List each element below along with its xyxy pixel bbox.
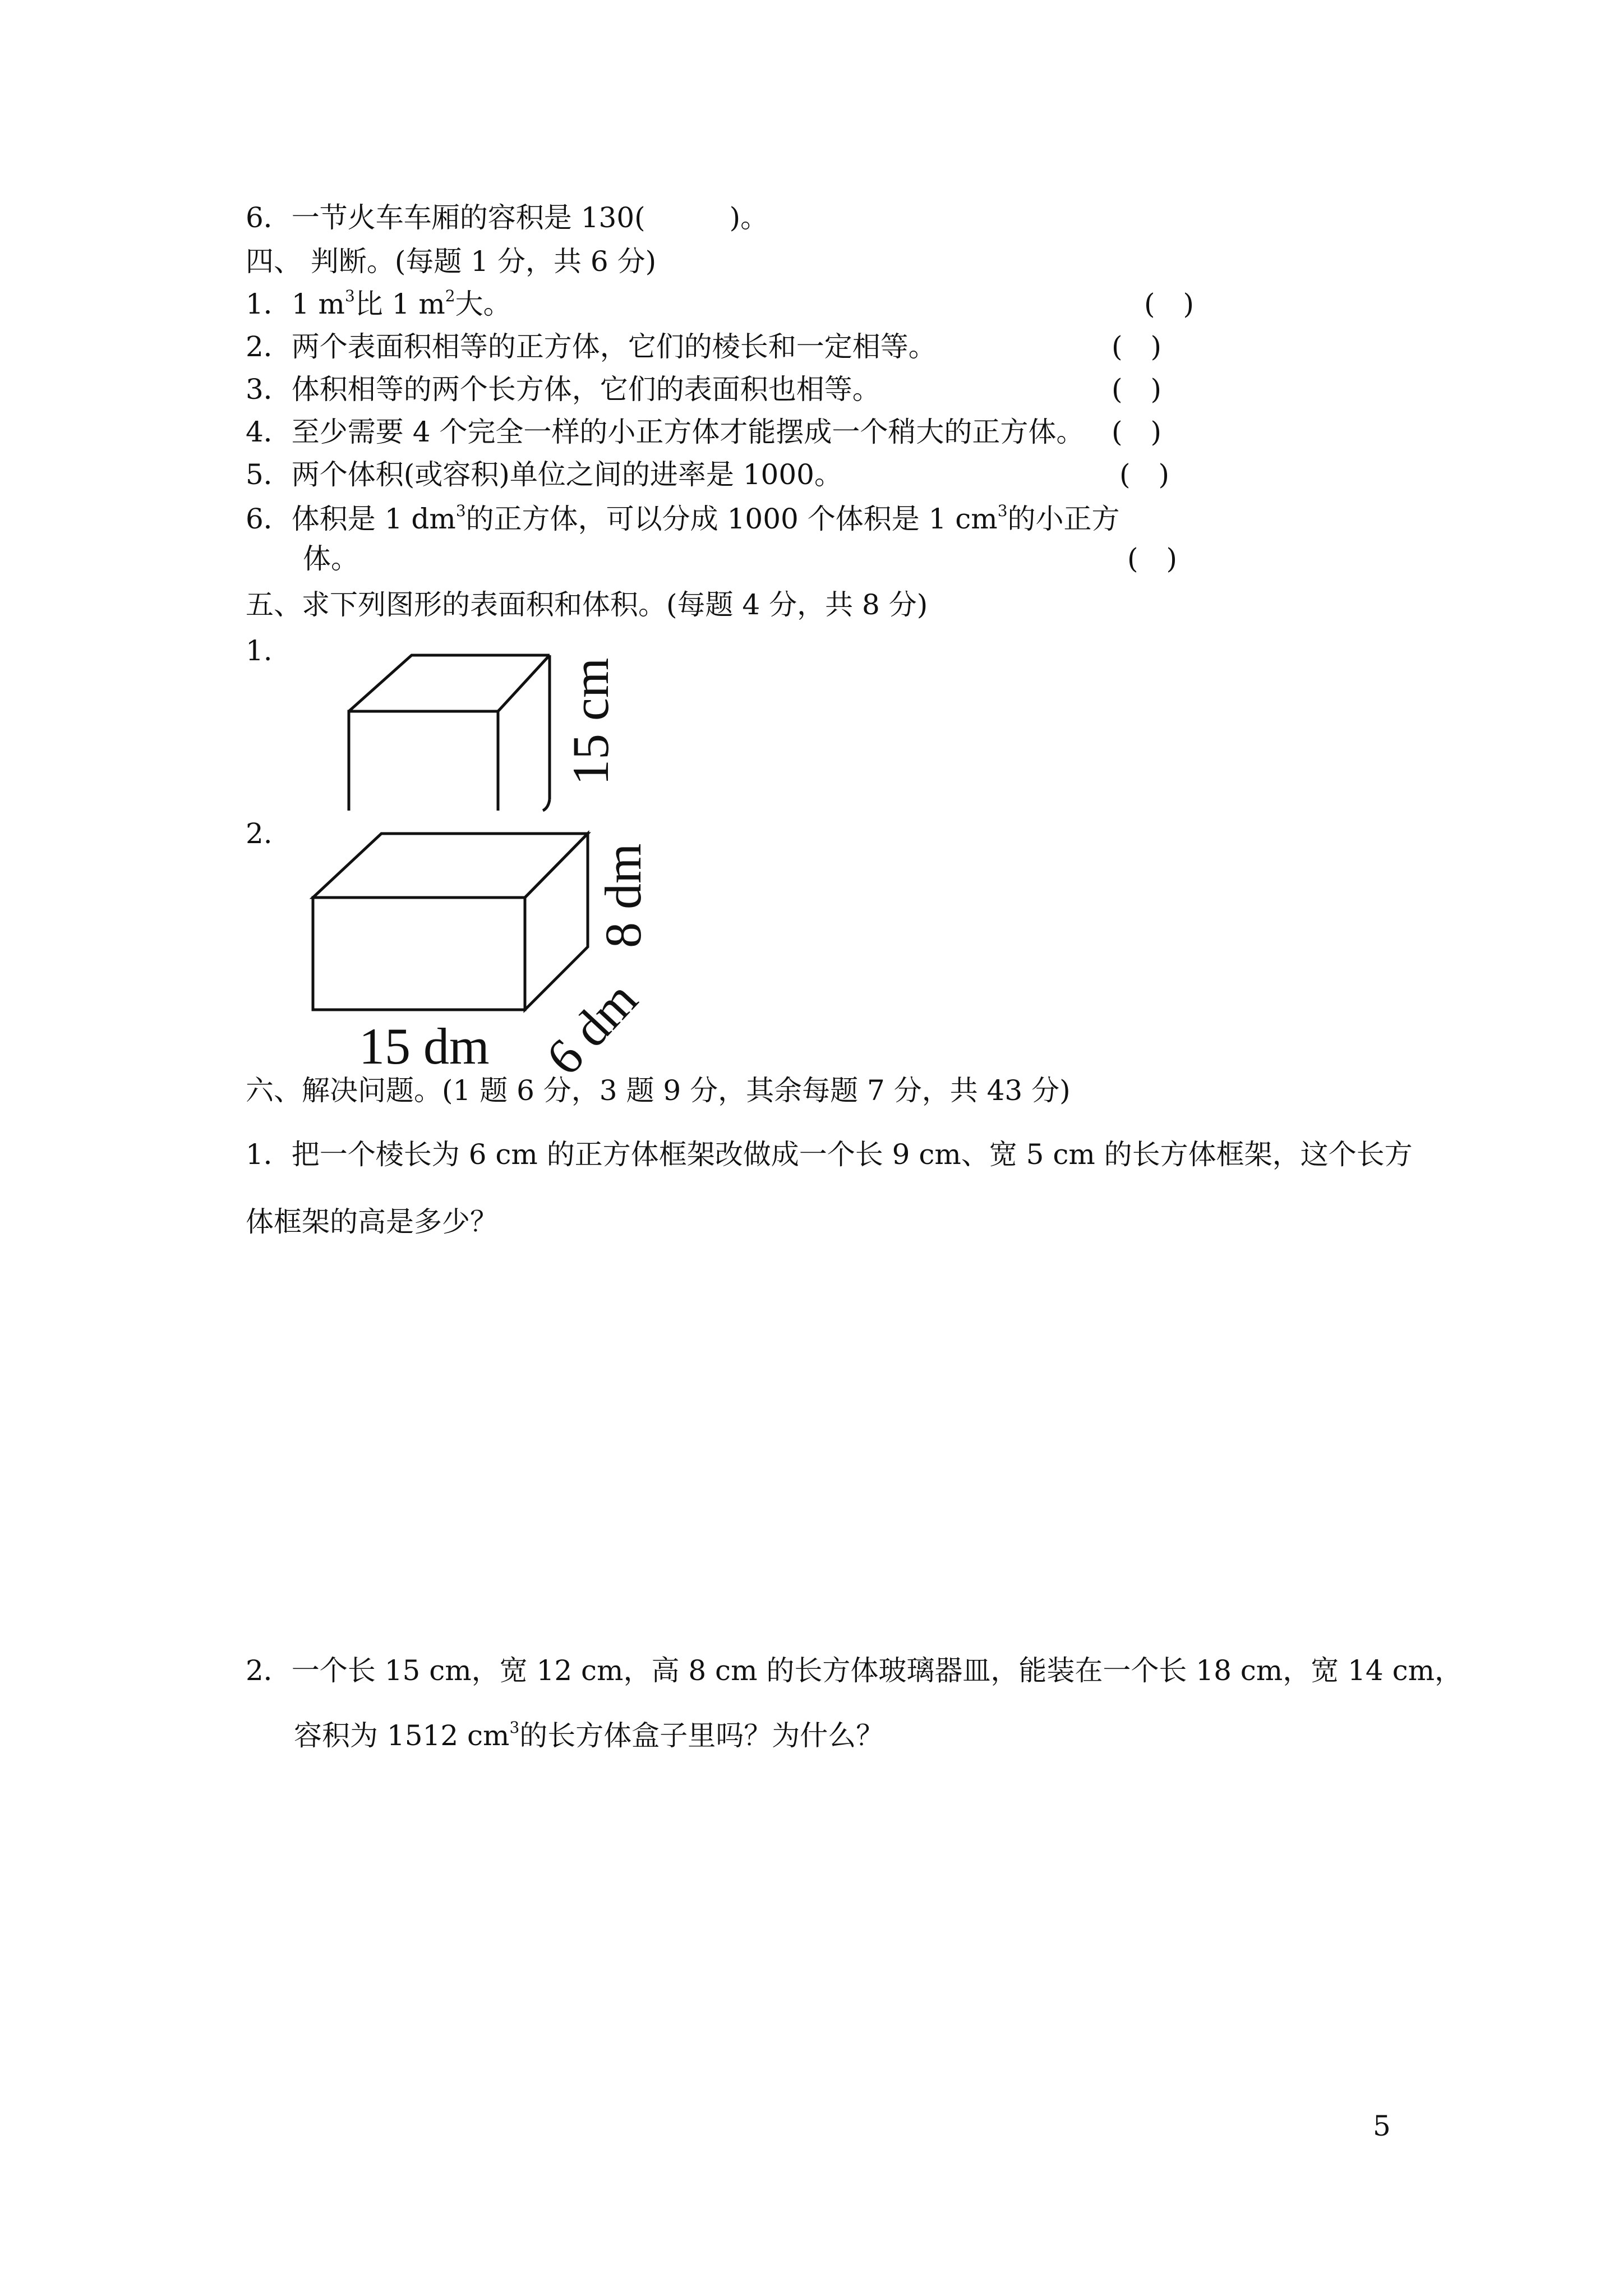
cube-figure bbox=[349, 655, 550, 811]
cuboid-top-face bbox=[313, 834, 588, 898]
judge-item-5: 5．两个体积(或容积)单位之间的进率是 1000。 bbox=[246, 458, 842, 491]
problem-1-line-1: 1．把一个棱长为 6 cm 的正方体框架改做成一个长 9 cm、宽 5 cm 的长方体框架，这个长方 bbox=[246, 1138, 1413, 1171]
judge-item-3: 3．体积相等的两个长方体，它们的表面积也相等。 bbox=[246, 373, 880, 406]
answer-paren[interactable]: ( ) bbox=[1144, 288, 1195, 320]
cuboid-front-face bbox=[313, 898, 525, 1010]
cube-edge-label: 15 cm bbox=[562, 657, 619, 785]
problem-2-line-1: 2．一个长 15 cm，宽 12 cm，高 8 cm 的长方体玻璃器皿，能装在一个长 18 cm，宽 14 cm， bbox=[246, 1654, 1463, 1687]
section-5-heading: 五、求下列图形的表面积和体积。(每题 4 分，共 8 分) bbox=[246, 588, 928, 621]
answer-paren[interactable]: ( ) bbox=[1112, 330, 1162, 363]
answer-paren[interactable]: ( ) bbox=[1127, 542, 1178, 575]
cuboid-side-face bbox=[525, 834, 588, 1010]
page-number: 5 bbox=[1373, 2110, 1391, 2142]
judge-item-2: 2．两个表面积相等的正方体，它们的棱长和一定相等。 bbox=[246, 330, 937, 363]
cube-front-face bbox=[349, 711, 498, 811]
figure-2-number: 2. bbox=[246, 817, 273, 850]
section-6-heading: 六、解决问题。(1 题 6 分，3 题 9 分，其余每题 7 分，共 43 分) bbox=[246, 1074, 1071, 1107]
figure-1-number: 1. bbox=[246, 634, 273, 667]
answer-paren[interactable]: ( ) bbox=[1112, 416, 1162, 448]
cuboid-height-label: 8 dm bbox=[594, 843, 652, 948]
cube-top-edge bbox=[349, 655, 550, 711]
cuboid-figure bbox=[313, 834, 588, 1010]
problem-2-line-2: 容积为 1512 $cm^3$的长方体盒子里吗？为什么？ bbox=[294, 1718, 884, 1752]
judge-item-1: 1．1 $m^3$比 1 $m^2$大。 bbox=[246, 287, 511, 320]
section-4-heading: 四、 判断。(每题 1 分，共 6 分) bbox=[246, 245, 657, 278]
judge-item-6-continued: 体。 bbox=[303, 542, 359, 575]
problem-1-line-2: 体框架的高是多少？ bbox=[246, 1205, 498, 1238]
answer-paren[interactable]: ( ) bbox=[1119, 458, 1170, 491]
judge-item-6: 6．体积是 1 $dm^3$的正方体，可以分成 1000 个体积是 1 $cm^3$的小正方 bbox=[246, 501, 1120, 535]
cube-top-right-edge bbox=[498, 655, 550, 711]
answer-paren[interactable]: ( ) bbox=[1112, 373, 1162, 406]
judge-item-4: 4．至少需要 4 个完全一样的小正方体才能摆成一个稍大的正方体。 bbox=[246, 416, 1085, 448]
cuboid-length-label: 15 dm bbox=[359, 1018, 490, 1075]
cube-bottom-curve bbox=[543, 799, 550, 811]
cuboid-width-label: 6 dm bbox=[535, 970, 648, 1086]
fill-question-6: 6．一节火车车厢的容积是 130( )。 bbox=[246, 201, 769, 234]
